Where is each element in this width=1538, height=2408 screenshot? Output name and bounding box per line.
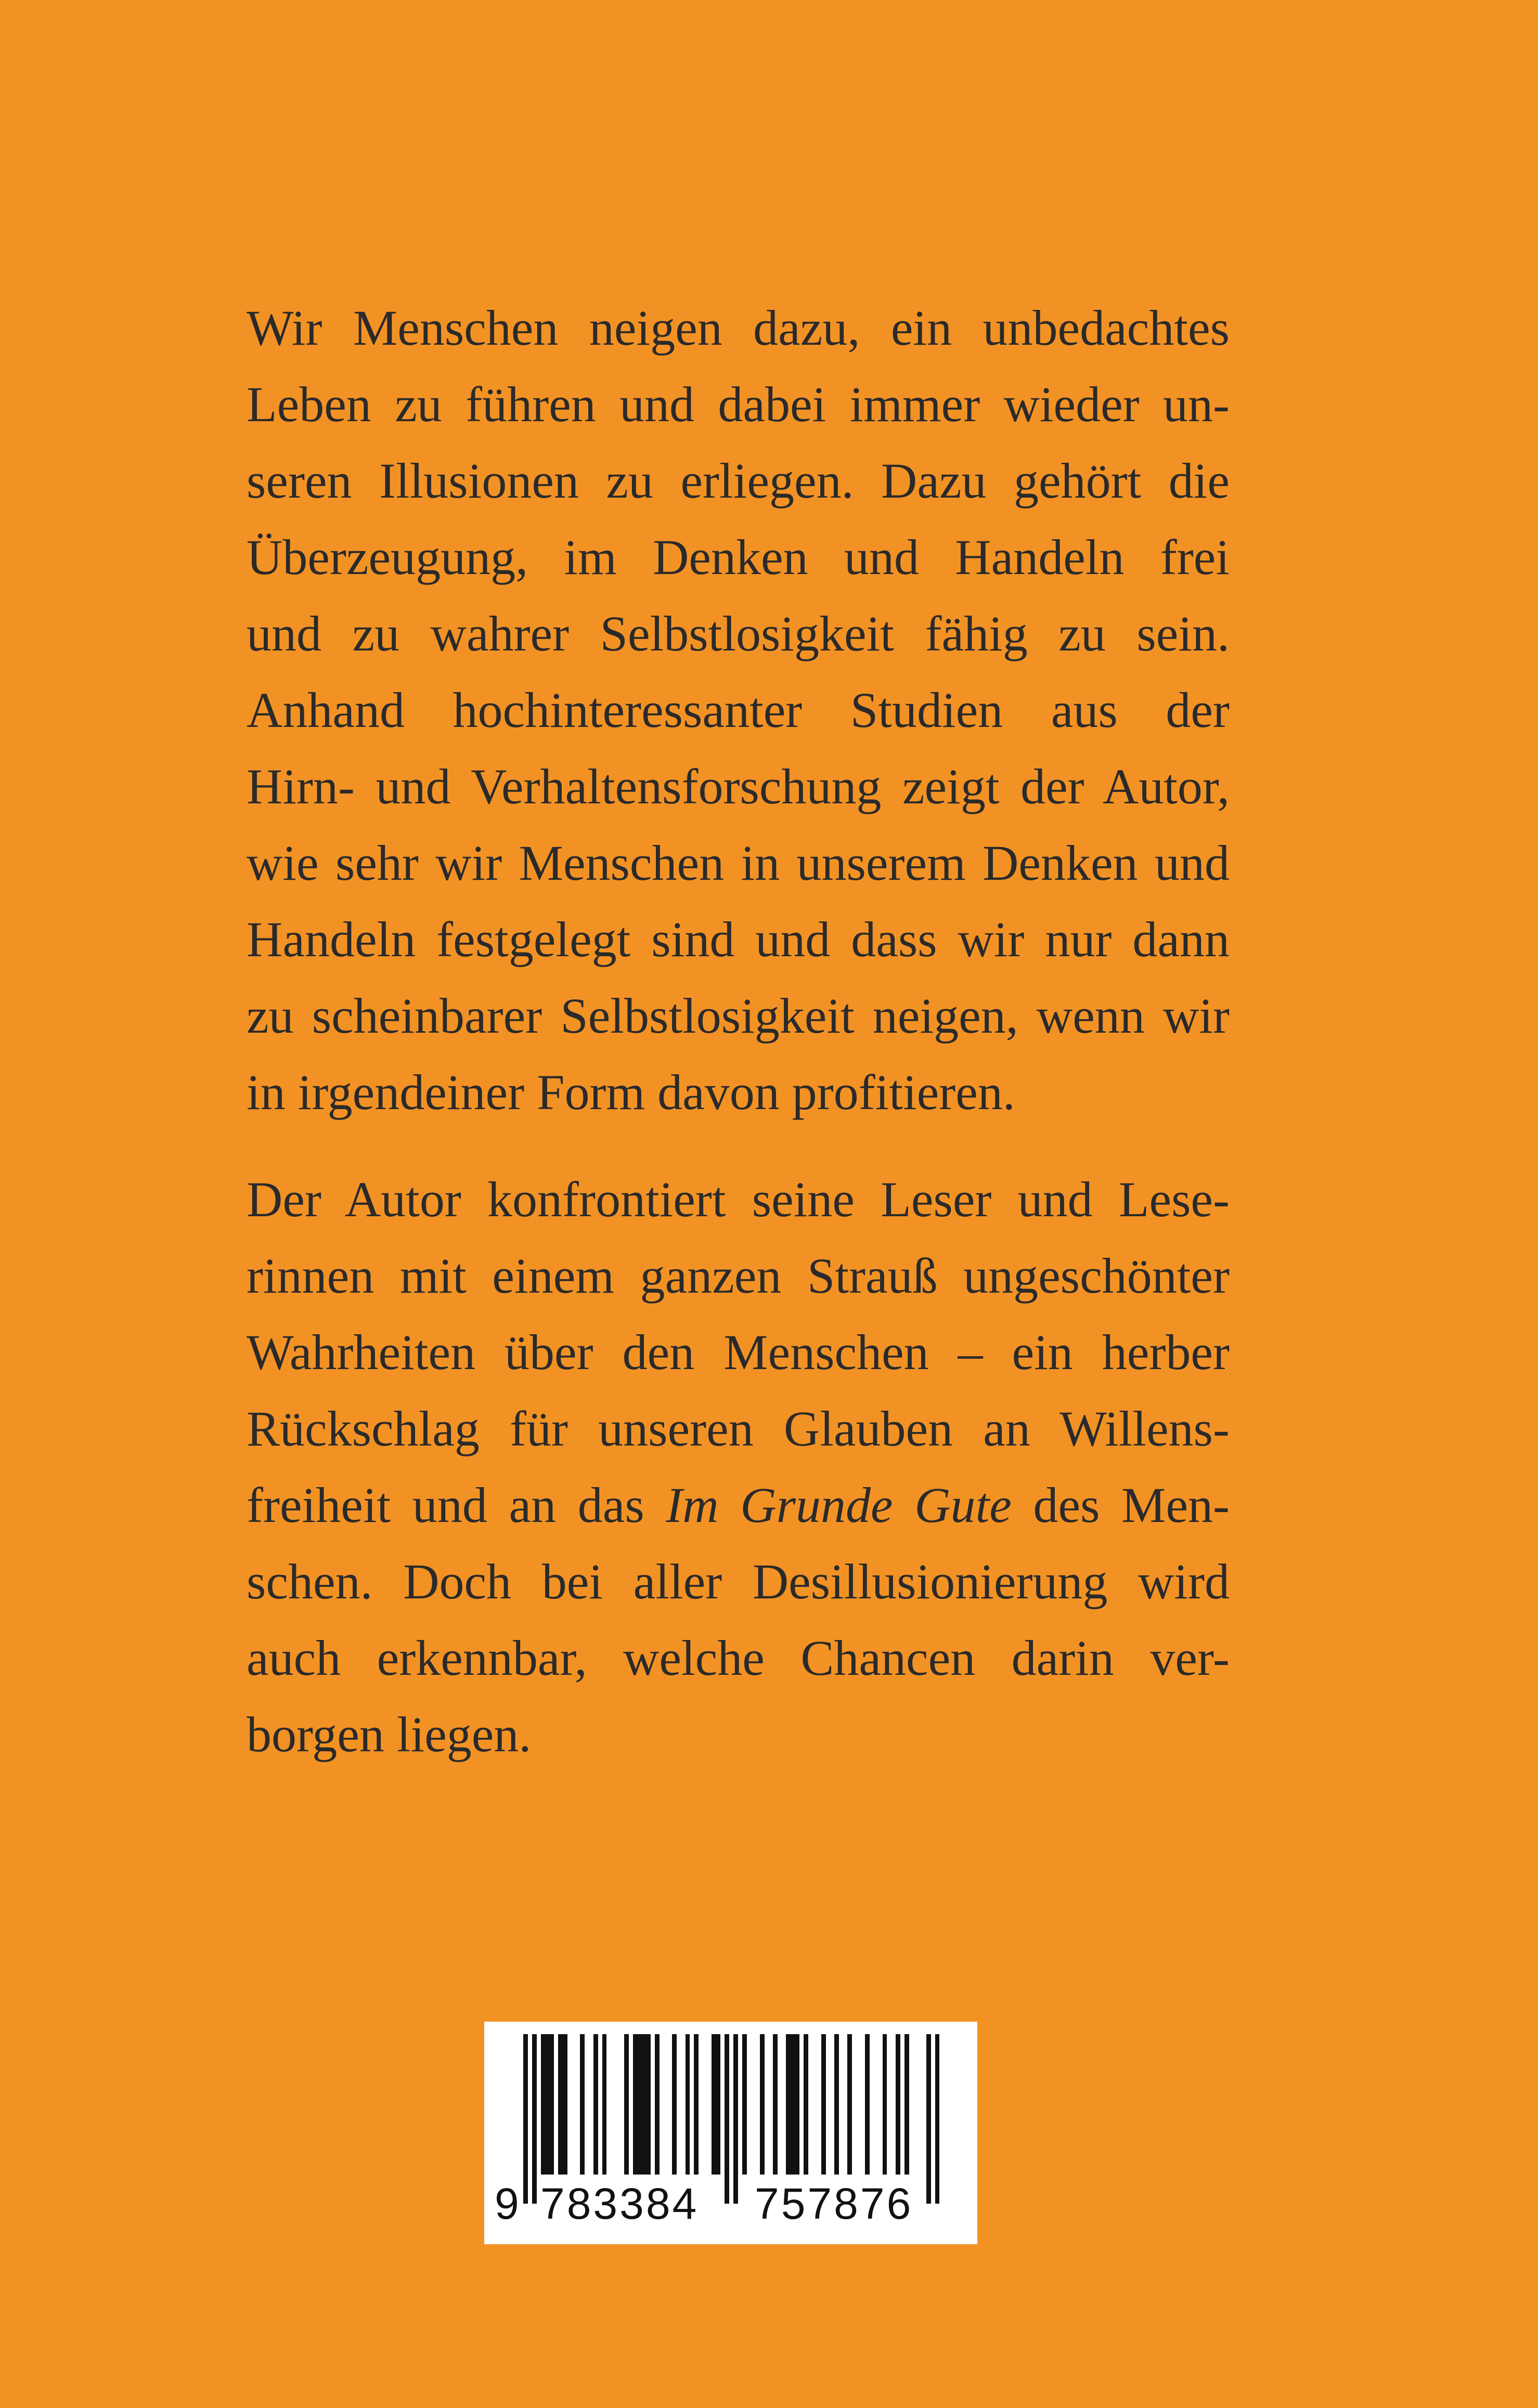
barcode-bar (593, 2034, 598, 2175)
barcode-bar (602, 2034, 607, 2175)
blurb-line: Leben zu führen und dabei immer wieder un- (247, 376, 1230, 432)
barcode-bar (773, 2034, 778, 2175)
blurb-line: Handeln festgelegt sind und dass wir nur dann (247, 912, 1230, 967)
barcode-bar (716, 2034, 721, 2175)
barcode-right-group: 757876 (755, 2178, 913, 2230)
blurb-line: Wahrheiten über den Menschen – ein herber (247, 1324, 1230, 1380)
italic-line-after: des Men- (1011, 1477, 1230, 1533)
barcode-bar (904, 2034, 909, 2175)
barcode-bar (672, 2034, 677, 2175)
barcode-bar (523, 2034, 528, 2204)
barcode-bar (804, 2034, 808, 2175)
blurb-line: Hirn- und Verhaltensforschung zeigt der Autor, (247, 759, 1230, 814)
blurb-line: seren Illusionen zu erliegen. Dazu gehört die (247, 453, 1230, 509)
isbn-barcode (484, 2022, 977, 2244)
blurb-line: schen. Doch bei aller Desillusionierung wird (247, 1554, 1230, 1609)
barcode-bar (733, 2034, 738, 2204)
barcode-bar (532, 2034, 537, 2204)
blurb-line: zu scheinbarer Selbstlosigkeit neigen, wenn wir (247, 988, 1230, 1044)
barcode-bar (725, 2034, 729, 2204)
barcode-bar (686, 2034, 690, 2175)
blurb-line: Überzeugung, im Denken und Handeln frei (247, 529, 1230, 585)
barcode-left-group: 783384 (540, 2178, 699, 2230)
barcode-bar (760, 2034, 765, 2175)
barcode-bar (624, 2034, 629, 2175)
barcode-bar (847, 2034, 852, 2175)
italic-phrase: Im Grunde Gute (666, 1477, 1012, 1533)
blurb-line: Anhand hochinteressanter Studien aus der (247, 682, 1230, 738)
blurb-line: Wir Menschen neigen dazu, ein unbedachtes (247, 300, 1230, 356)
barcode-bar (742, 2034, 747, 2175)
barcode-bar (694, 2034, 699, 2175)
barcode-bar (550, 2034, 554, 2175)
barcode-bar (926, 2034, 931, 2204)
barcode-bar (646, 2034, 651, 2175)
blurb-line: auch erkennbar, welche Chancen darin ver- (247, 1630, 1230, 1686)
blurb-line: rinnen mit einem ganzen Strauß ungeschönter (247, 1248, 1230, 1304)
barcode-bar (896, 2034, 900, 2175)
blurb-line: Der Autor konfrontiert seine Leser und Lese- (247, 1172, 1230, 1227)
blurb-line: und zu wahrer Selbstlosigkeit fähig zu sein. (247, 606, 1230, 661)
blurb-line: in irgendeiner Form davon profitieren. (247, 1064, 1015, 1120)
barcode-bar (865, 2034, 870, 2175)
blurb-line: borgen liegen. (247, 1707, 532, 1762)
blurb-line: wie sehr wir Menschen in unserem Denken und (247, 835, 1230, 891)
blurb-line-with-italic (247, 1467, 1230, 1544)
blurb-line: Rückschlag für unseren Glauben an Willens- (247, 1401, 1230, 1456)
barcode-bar (935, 2034, 940, 2204)
barcode-bar (563, 2034, 567, 2175)
barcode-bar (795, 2034, 799, 2175)
barcode-bar (821, 2034, 826, 2175)
italic-line-before: freiheit und an das (247, 1477, 666, 1533)
barcode-bar (834, 2034, 839, 2175)
barcode-bar (883, 2034, 887, 2175)
barcode-bar (580, 2034, 585, 2175)
barcode-lead-digit: 9 (495, 2178, 521, 2230)
barcode-bar (655, 2034, 660, 2175)
